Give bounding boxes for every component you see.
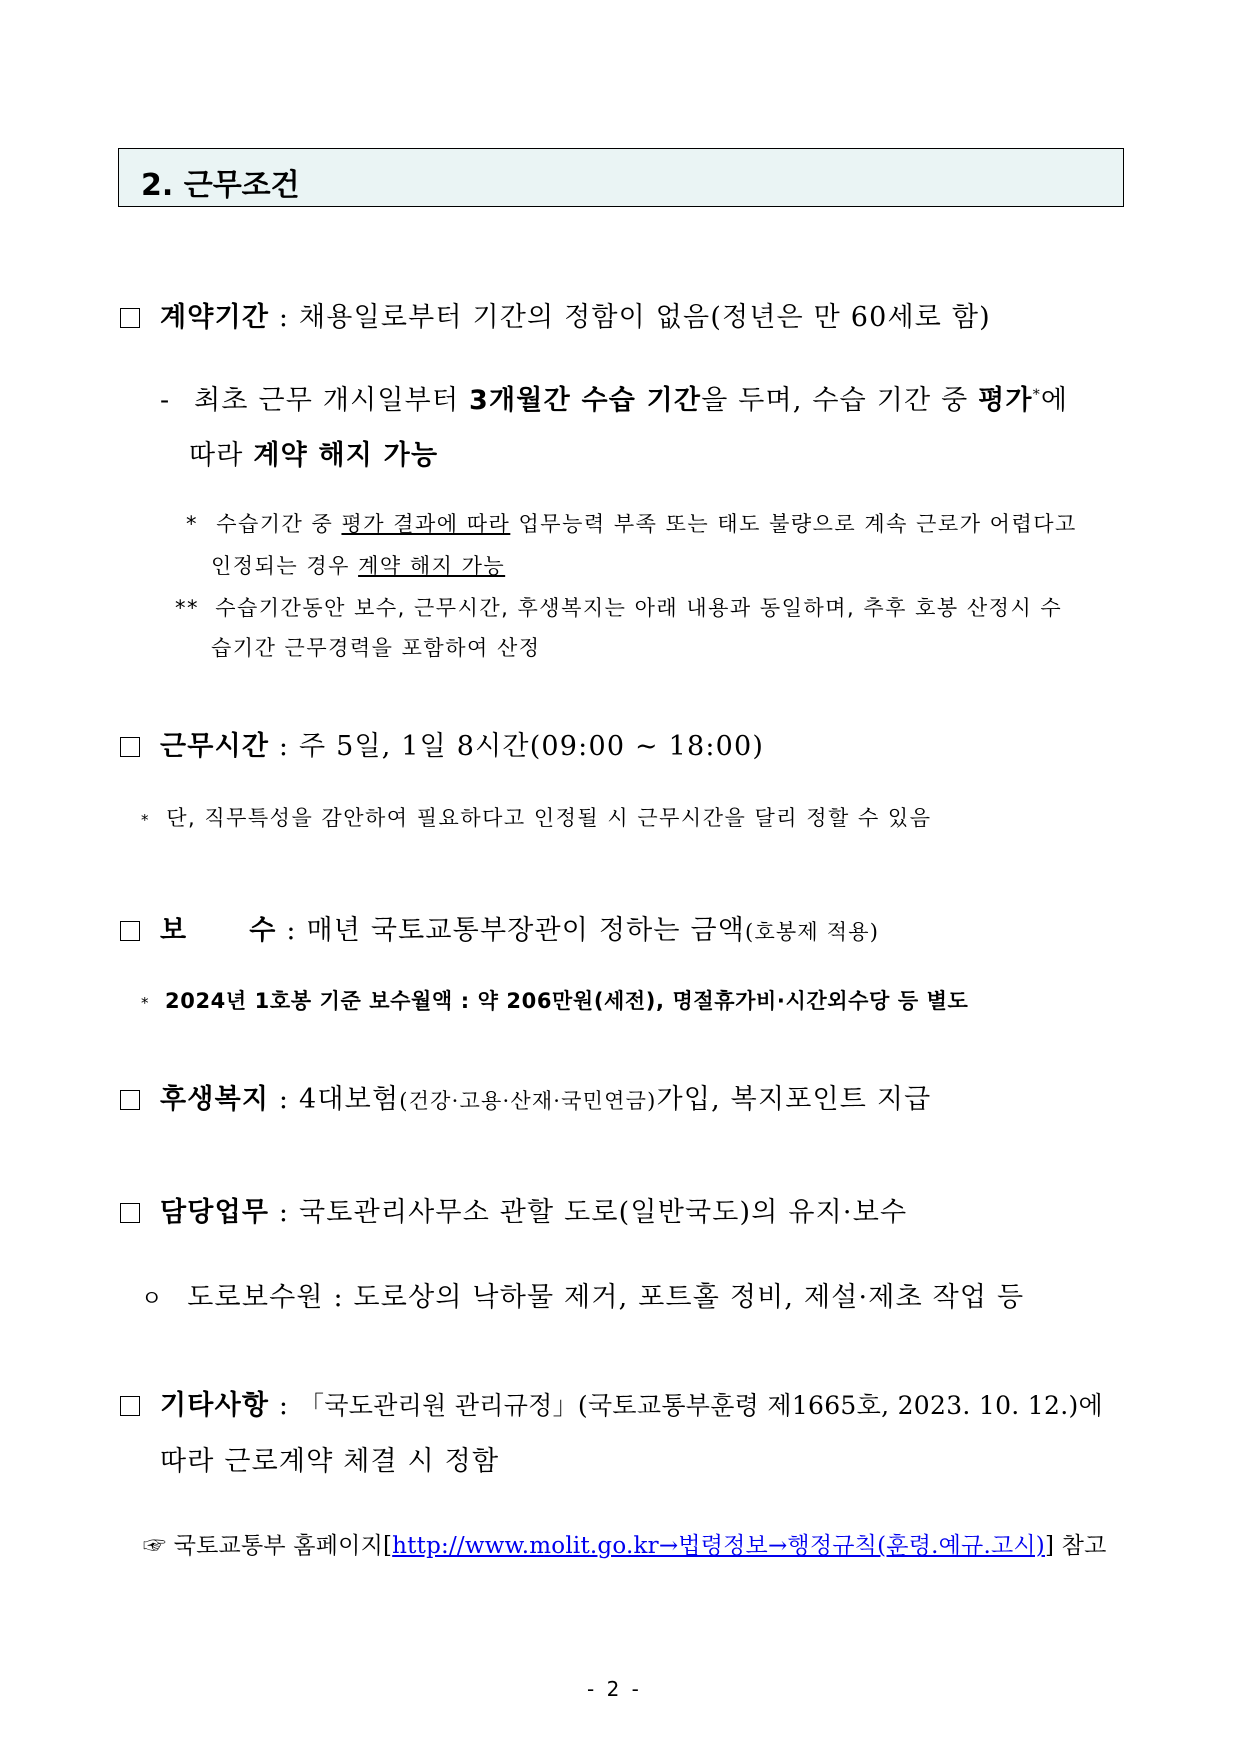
welfare-label: 후생복지 [160, 1084, 270, 1115]
contract-label: 계약기간 [160, 302, 270, 333]
sub-text: 을 두며, 수습 기간 중 [701, 385, 979, 416]
etc-row [120, 1383, 1103, 1422]
duty-row [120, 1190, 907, 1229]
hours-label: 근무시간 [160, 731, 270, 762]
hours-text: 주 5일, 1일 8시간(09:00 ~ 18:00) [299, 731, 765, 762]
dash: - [160, 385, 171, 416]
sub-text: 에 [1040, 385, 1069, 416]
pay-text: 매년 국토교통부장관이 정하는 금액 [306, 915, 746, 946]
note-1-line2 [211, 550, 505, 580]
pay-row [120, 908, 879, 947]
checkbox-square-icon [120, 1203, 140, 1223]
note-text: 업무능력 부족 또는 태도 불량으로 계속 근로가 어렵다고 [510, 512, 1077, 536]
contract-sub-line1 [160, 378, 1068, 417]
welfare-text: 가입, 복지포인트 지급 [656, 1084, 932, 1115]
note-mark: * [141, 994, 150, 1012]
sub-text: 따라 [189, 440, 254, 471]
contract-sub-line2 [189, 433, 438, 472]
work-hours-row [120, 724, 764, 763]
note-text: 수습기간 중 [216, 512, 342, 536]
note-text: 인정되는 경우 [211, 554, 359, 578]
sub-text: 최초 근무 개시일부터 [194, 385, 470, 416]
colon: : [269, 302, 300, 333]
welfare-paren: (건강·고용·산재·국민연금) [399, 1089, 657, 1113]
duty-item [141, 1275, 1024, 1314]
etc-row-line2 [160, 1439, 499, 1478]
note-underlined: 평가 결과에 따라 [341, 512, 511, 536]
checkbox-square-icon [120, 921, 140, 941]
termination-bold: 계약 해지 가능 [253, 440, 439, 471]
note-1-line1 [186, 508, 1077, 538]
note-mark: * [186, 512, 198, 536]
duty-label: 담당업무 [160, 1197, 270, 1228]
reference-suffix: ] 참고 [1044, 1533, 1107, 1559]
reference-prefix: ☞ 국토교통부 홈페이지[ [143, 1533, 393, 1559]
duty-item-text: 도로보수원 : 도로상의 낙하물 제거, 포트홀 정비, 제설·제초 작업 등 [187, 1282, 1025, 1313]
welfare-row [120, 1077, 931, 1116]
colon: : [269, 1197, 300, 1228]
probation-bold: 3개월간 수습 기간 [469, 385, 702, 416]
contract-paren: (정년은 만 60세로 함) [710, 302, 991, 333]
note-text: 수습기간동안 보수, 근무시간, 후생복지는 아래 내용과 동일하며, 추후 호봉 산정시 수 [215, 596, 1063, 620]
section-header-box [118, 148, 1124, 207]
note-mark: * [141, 811, 150, 829]
evaluation-bold: 평가 [978, 385, 1033, 416]
bullet-circle-icon: ㅇ [141, 1287, 164, 1312]
hours-note [141, 802, 931, 832]
note-2-line2 [211, 632, 541, 662]
welfare-text: 4대보험 [299, 1084, 400, 1115]
footnote-mark: * [1032, 387, 1041, 403]
checkbox-square-icon [120, 1090, 140, 1110]
note-2-line1 [175, 592, 1062, 622]
pay-note-text: 2024년 1호봉 기준 보수월액 : 약 206만원(세전), 명절휴가비·시간외수당 등 별도 [165, 989, 969, 1013]
molit-link[interactable]: http://www.molit.go.kr→법령정보→행정규칙(훈령.예규.고시) [392, 1533, 1045, 1559]
pay-label-b: 수 [249, 915, 277, 946]
note-mark: ** [175, 596, 199, 620]
reference-line [143, 1527, 1107, 1560]
pay-note [141, 985, 968, 1015]
page-number: - 2 - [587, 1677, 642, 1701]
contract-text: 채용일로부터 기간의 정함이 없음 [299, 302, 711, 333]
colon: : [276, 915, 307, 946]
pay-paren: (호봉제 적용) [745, 920, 880, 944]
colon: : [269, 1084, 300, 1115]
etc-label: 기타사항 [160, 1390, 270, 1421]
checkbox-square-icon [120, 308, 140, 328]
colon: : [269, 731, 300, 762]
pay-label-a: 보 [160, 915, 188, 946]
etc-text: 따라 근로계약 체결 시 정함 [160, 1446, 500, 1477]
note-text: 습기간 근무경력을 포함하여 산정 [211, 636, 541, 660]
checkbox-square-icon [120, 737, 140, 757]
duty-text: 국토관리사무소 관할 도로(일반국도)의 유지·보수 [299, 1197, 908, 1228]
note-text: 단, 직무특성을 감안하여 필요하다고 인정될 시 근무시간을 달리 정할 수 있음 [166, 806, 932, 830]
section-title: 2. 근무조건 [141, 168, 300, 203]
colon: : [269, 1390, 300, 1421]
etc-text: 「국도관리원 관리규정」(국토교통부훈령 제1665호, 2023. 10. 12.)에 [299, 1391, 1103, 1420]
contract-period-row [120, 295, 991, 334]
note-underlined: 계약 해지 가능 [358, 554, 506, 578]
checkbox-square-icon [120, 1396, 140, 1416]
